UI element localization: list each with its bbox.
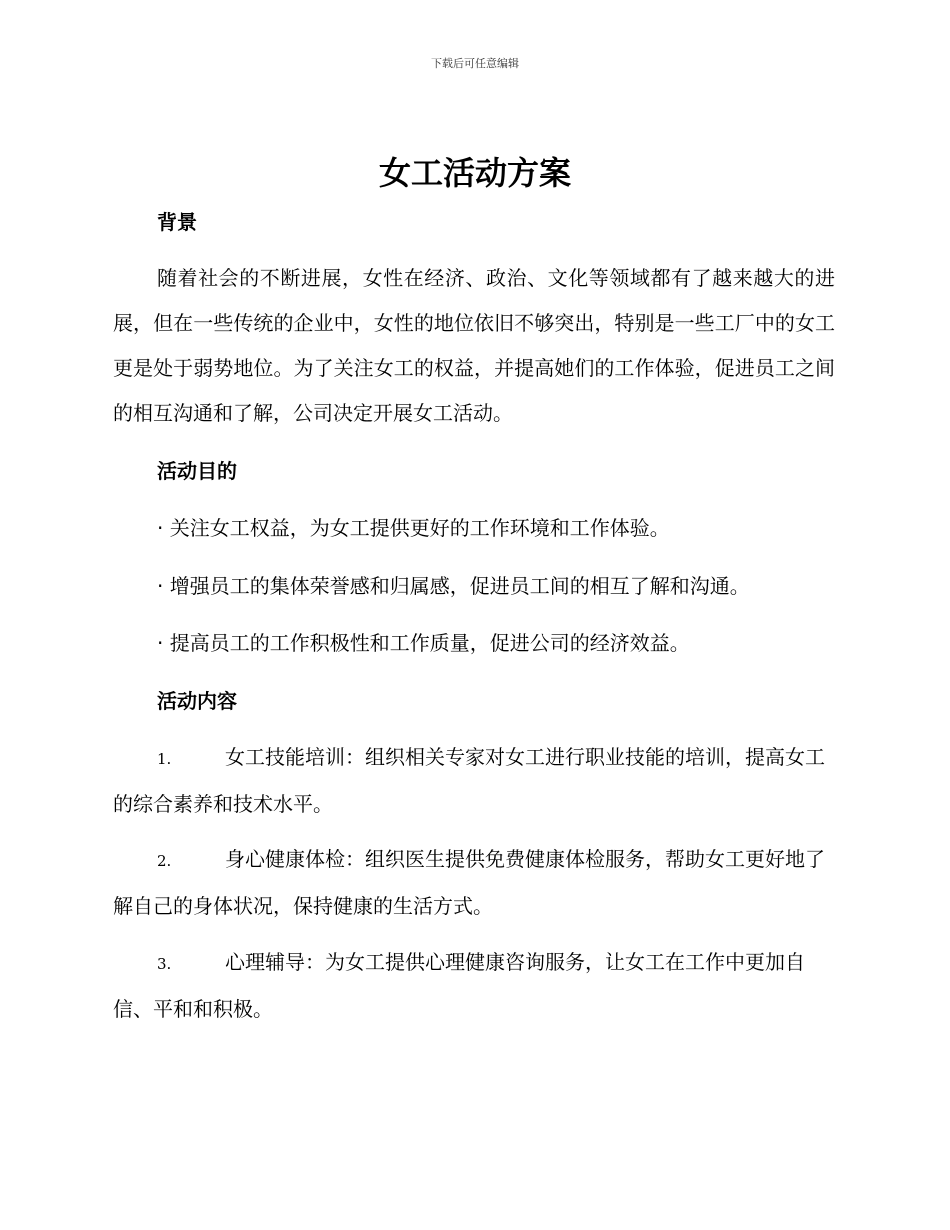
content-item-number: 3. — [157, 955, 172, 973]
content-item-number: 2. — [157, 852, 172, 870]
content-item — [113, 837, 835, 929]
section-heading-goals: 活动目的 — [157, 459, 237, 483]
content-item-text: 心理辅导：为女工提供心理健康咨询服务，让女工在工作中更加自信、平和和积极。 — [113, 950, 805, 1021]
background-paragraph: 随着社会的不断进展，女性在经济、政治、文化等领域都有了越来越大的进展，但在一些传统的企业中，女性的地位依旧不够突出，特别是一些工厂中的女工更是处于弱势地位。为了关注女工的权益，并提高她们的工作体验，促进员工之间的相互沟通和了解，公司决定开展女工活动。 — [113, 266, 835, 425]
section-heading-background: 背景 — [157, 210, 197, 234]
content-item — [113, 940, 835, 1032]
goal-item: · 关注女工权益，为女工提供更好的工作环境和工作体验。 — [157, 516, 670, 540]
section-heading-content: 活动内容 — [157, 689, 237, 713]
goal-item: · 增强员工的集体荣誉感和归属感，促进员工间的相互了解和沟通。 — [157, 574, 750, 598]
content-item-text: 女工技能培训：组织相关专家对女工进行职业技能的培训，提高女工的综合素养和技术水平。 — [113, 745, 825, 816]
content-item — [113, 735, 835, 827]
content-item-number: 1. — [157, 750, 172, 768]
content-item-text: 身心健康体检：组织医生提供免费健康体检服务，帮助女工更好地了解自己的身体状况，保持健康的生活方式。 — [113, 847, 825, 918]
document-title: 女工活动方案 — [378, 154, 571, 192]
header-note: 下载后可任意编辑 — [431, 57, 519, 70]
goal-item: · 提高员工的工作积极性和工作质量，促进公司的经济效益。 — [157, 631, 690, 655]
